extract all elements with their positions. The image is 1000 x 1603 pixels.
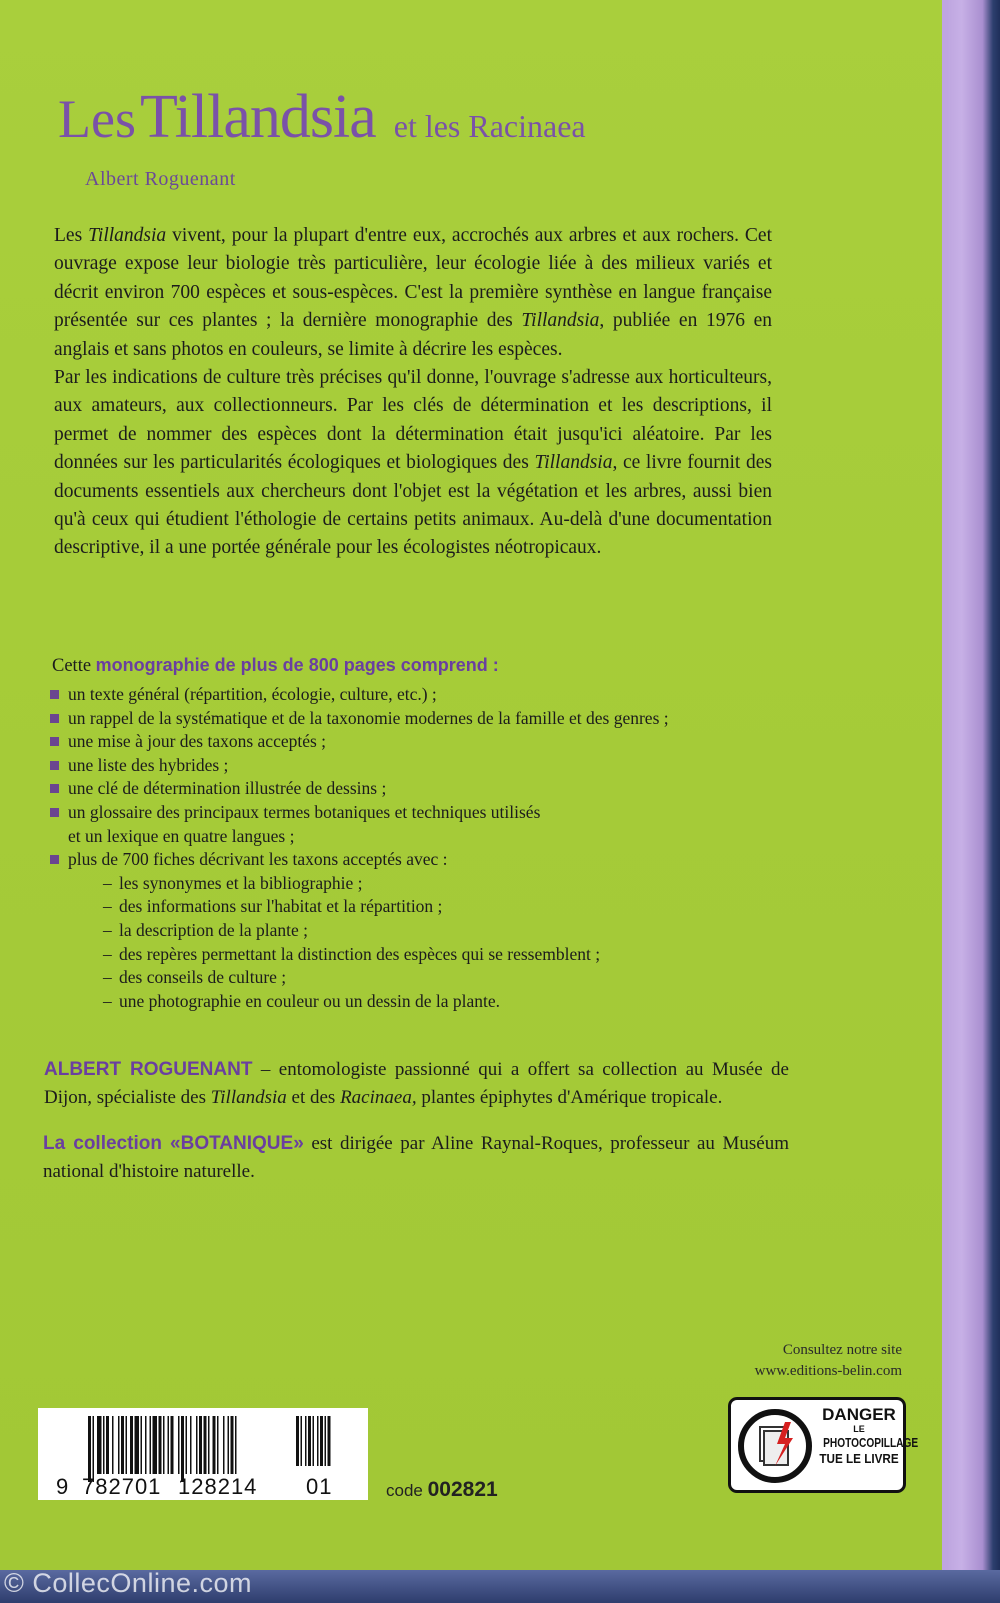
intro-italic: Tillandsia <box>521 310 600 332</box>
dash-icon: – <box>103 896 112 917</box>
sub-list-item <box>103 966 790 990</box>
code-value: 002821 <box>427 1478 498 1501</box>
list-intro-plain: Cette <box>52 656 96 676</box>
title-les: Les <box>58 89 136 149</box>
code-label: code <box>386 1481 423 1500</box>
bio-name: ALBERT ROGUENANT <box>44 1059 253 1080</box>
list-item-text: une mise à jour des taxons acceptés ; <box>68 731 327 752</box>
barcode <box>38 1408 368 1500</box>
bullet-square-icon <box>50 808 59 817</box>
book-title <box>58 82 586 153</box>
watermark: © CollecOnline.com <box>4 1568 252 1598</box>
list-item-text: plus de 700 fiches décrivant les taxons acceptés avec : <box>68 849 448 870</box>
list-item <box>50 777 790 801</box>
list-item <box>50 754 790 778</box>
collection-note <box>43 1130 789 1186</box>
list-item-text: un texte général (répartition, écologie, culture, etc.) ; <box>68 684 437 704</box>
dash-icon: – <box>103 943 112 964</box>
bullet-square-icon <box>50 737 59 746</box>
list-item <box>50 848 790 1013</box>
dash-icon: – <box>103 967 112 988</box>
dash-icon: – <box>103 990 112 1011</box>
product-code <box>386 1478 498 1502</box>
collection-text: est dirigée par Aline Raynal-Roques, professeur au Muséum national d'histoire naturelle. <box>43 1133 789 1182</box>
sub-list-item-text: une photographie en couleur ou un dessin de la plante. <box>119 990 501 1011</box>
bio-text: plantes épiphytes d'Amérique tropicale. <box>416 1087 723 1108</box>
intro-text-segment: Par les indications de culture très précises qu'il donne, l'ouvrage s'adresse aux horticulteurs, aux amateurs, aux collectionneurs. Par les clés de détermination et les descriptions, il permet de nommer des espèces dont la détermination était jusqu'ici aléatoire. Par les données sur les particularités écologiques et biologiques des <box>54 367 772 474</box>
publisher-site <box>700 1340 902 1382</box>
intro-italic: Tillandsia <box>88 225 167 246</box>
isbn-digit-group: 782701 <box>82 1474 162 1499</box>
intro-text-segment: , ce livre fournit des documents essentiels aux chercheurs dont l'objet est la végétation et les arbres, aussi bien qu'à ceux qui étudient l'éthologie de certains petits animaux. Au-delà d'une documentation descriptive, il a une portée générale pour les écologistes néotropicaux. <box>54 452 772 559</box>
isbn-digit-group: 9 <box>56 1474 70 1499</box>
list-item-text: et un lexique en quatre langues ; <box>68 825 295 846</box>
list-item <box>50 730 790 754</box>
sub-list-item <box>103 919 790 943</box>
sub-list-item-text: la description de la plante ; <box>119 919 309 940</box>
list-item-text: une clé de détermination illustrée de dessins ; <box>68 778 387 799</box>
danger-photocopy-logo <box>728 1397 919 1493</box>
bio-text: et des <box>286 1087 341 1108</box>
bullet-square-icon <box>50 761 59 770</box>
title-sub: et les Racinaea <box>393 108 586 144</box>
bio-text: – entomologiste passionné qui a offert sa collection au Musée de Dijon, spécialiste des <box>44 1059 789 1108</box>
intro-text-segment: vivent, pour la plupart d'entre eux, accrochés aux arbres et aux rochers. Cet ouvrage expose leur biologie très particulière, leur écologie liée à des milieux variés et décrit environ 700 espèces et sous-espèces. C'est la première synthèse en langue française présentée sur ces plantes ; la dernière monographie des <box>54 225 772 332</box>
site-line-1: Consultez notre site <box>782 1342 902 1358</box>
site-url: www.editions-belin.com <box>754 1363 902 1379</box>
sub-list-item <box>103 872 790 896</box>
isbn-digit-group: 128214 <box>178 1474 258 1499</box>
author-bio <box>44 1056 789 1112</box>
intro-text-segment: , publiée en 1976 en anglais et sans photos en couleurs, se limite à décrire les espèces. <box>54 310 772 360</box>
sub-list-item-text: des repères permettant la distinction des espèces qui se ressemblent ; <box>119 943 601 964</box>
list-intro-bold: monographie de plus de 800 pages comprend : <box>95 655 499 675</box>
sub-list-item <box>103 895 790 919</box>
collection-name: La collection «BOTANIQUE» <box>43 1133 304 1154</box>
dash-icon: – <box>103 872 112 893</box>
intro-text-segment: Les <box>54 225 89 246</box>
danger-text <box>813 1405 919 1466</box>
intro-italic: Tillandsia <box>534 452 613 474</box>
isbn-digit-group: 01 <box>306 1474 333 1499</box>
intro-text <box>54 222 772 563</box>
bullet-square-icon <box>50 690 59 699</box>
contents-list <box>50 683 790 1013</box>
title-main: Tillandsia <box>139 83 376 151</box>
sub-list-item <box>103 990 790 1014</box>
dash-icon: – <box>103 919 112 940</box>
sub-list-item-text: des informations sur l'habitat et la répartition ; <box>119 896 443 917</box>
bullet-square-icon <box>50 784 59 793</box>
sub-list-item-text: des conseils de culture ; <box>119 967 287 988</box>
list-item <box>50 683 790 707</box>
danger-line-2: PHOTOCOPILLAGE <box>823 1435 919 1451</box>
author-name: Albert Roguenant <box>85 168 236 190</box>
sub-list <box>68 872 790 1014</box>
list-item <box>50 801 790 825</box>
list-item-text: une liste des hybrides ; <box>68 754 229 775</box>
danger-line-3: TUE LE LIVRE <box>819 1450 899 1466</box>
bio-italic: Racinaea, <box>340 1087 417 1108</box>
bio-italic: Tillandsia <box>210 1087 287 1108</box>
bullet-square-icon <box>50 855 59 864</box>
danger-book-icon <box>735 1400 815 1490</box>
list-item-continuation <box>50 825 790 849</box>
sub-list-item-text: les synonymes et la bibliographie ; <box>119 872 363 893</box>
sub-list-item <box>103 943 790 967</box>
danger-le: LE <box>853 1423 865 1434</box>
list-item <box>50 707 790 731</box>
bullet-square-icon <box>50 714 59 723</box>
list-intro <box>52 655 499 677</box>
list-item-text: un glossaire des principaux termes botaniques et techniques utilisés <box>68 801 541 822</box>
danger-title: DANGER <box>822 1405 896 1424</box>
list-item-text: un rappel de la systématique et de la taxonomie modernes de la famille et des genres ; <box>68 707 669 728</box>
